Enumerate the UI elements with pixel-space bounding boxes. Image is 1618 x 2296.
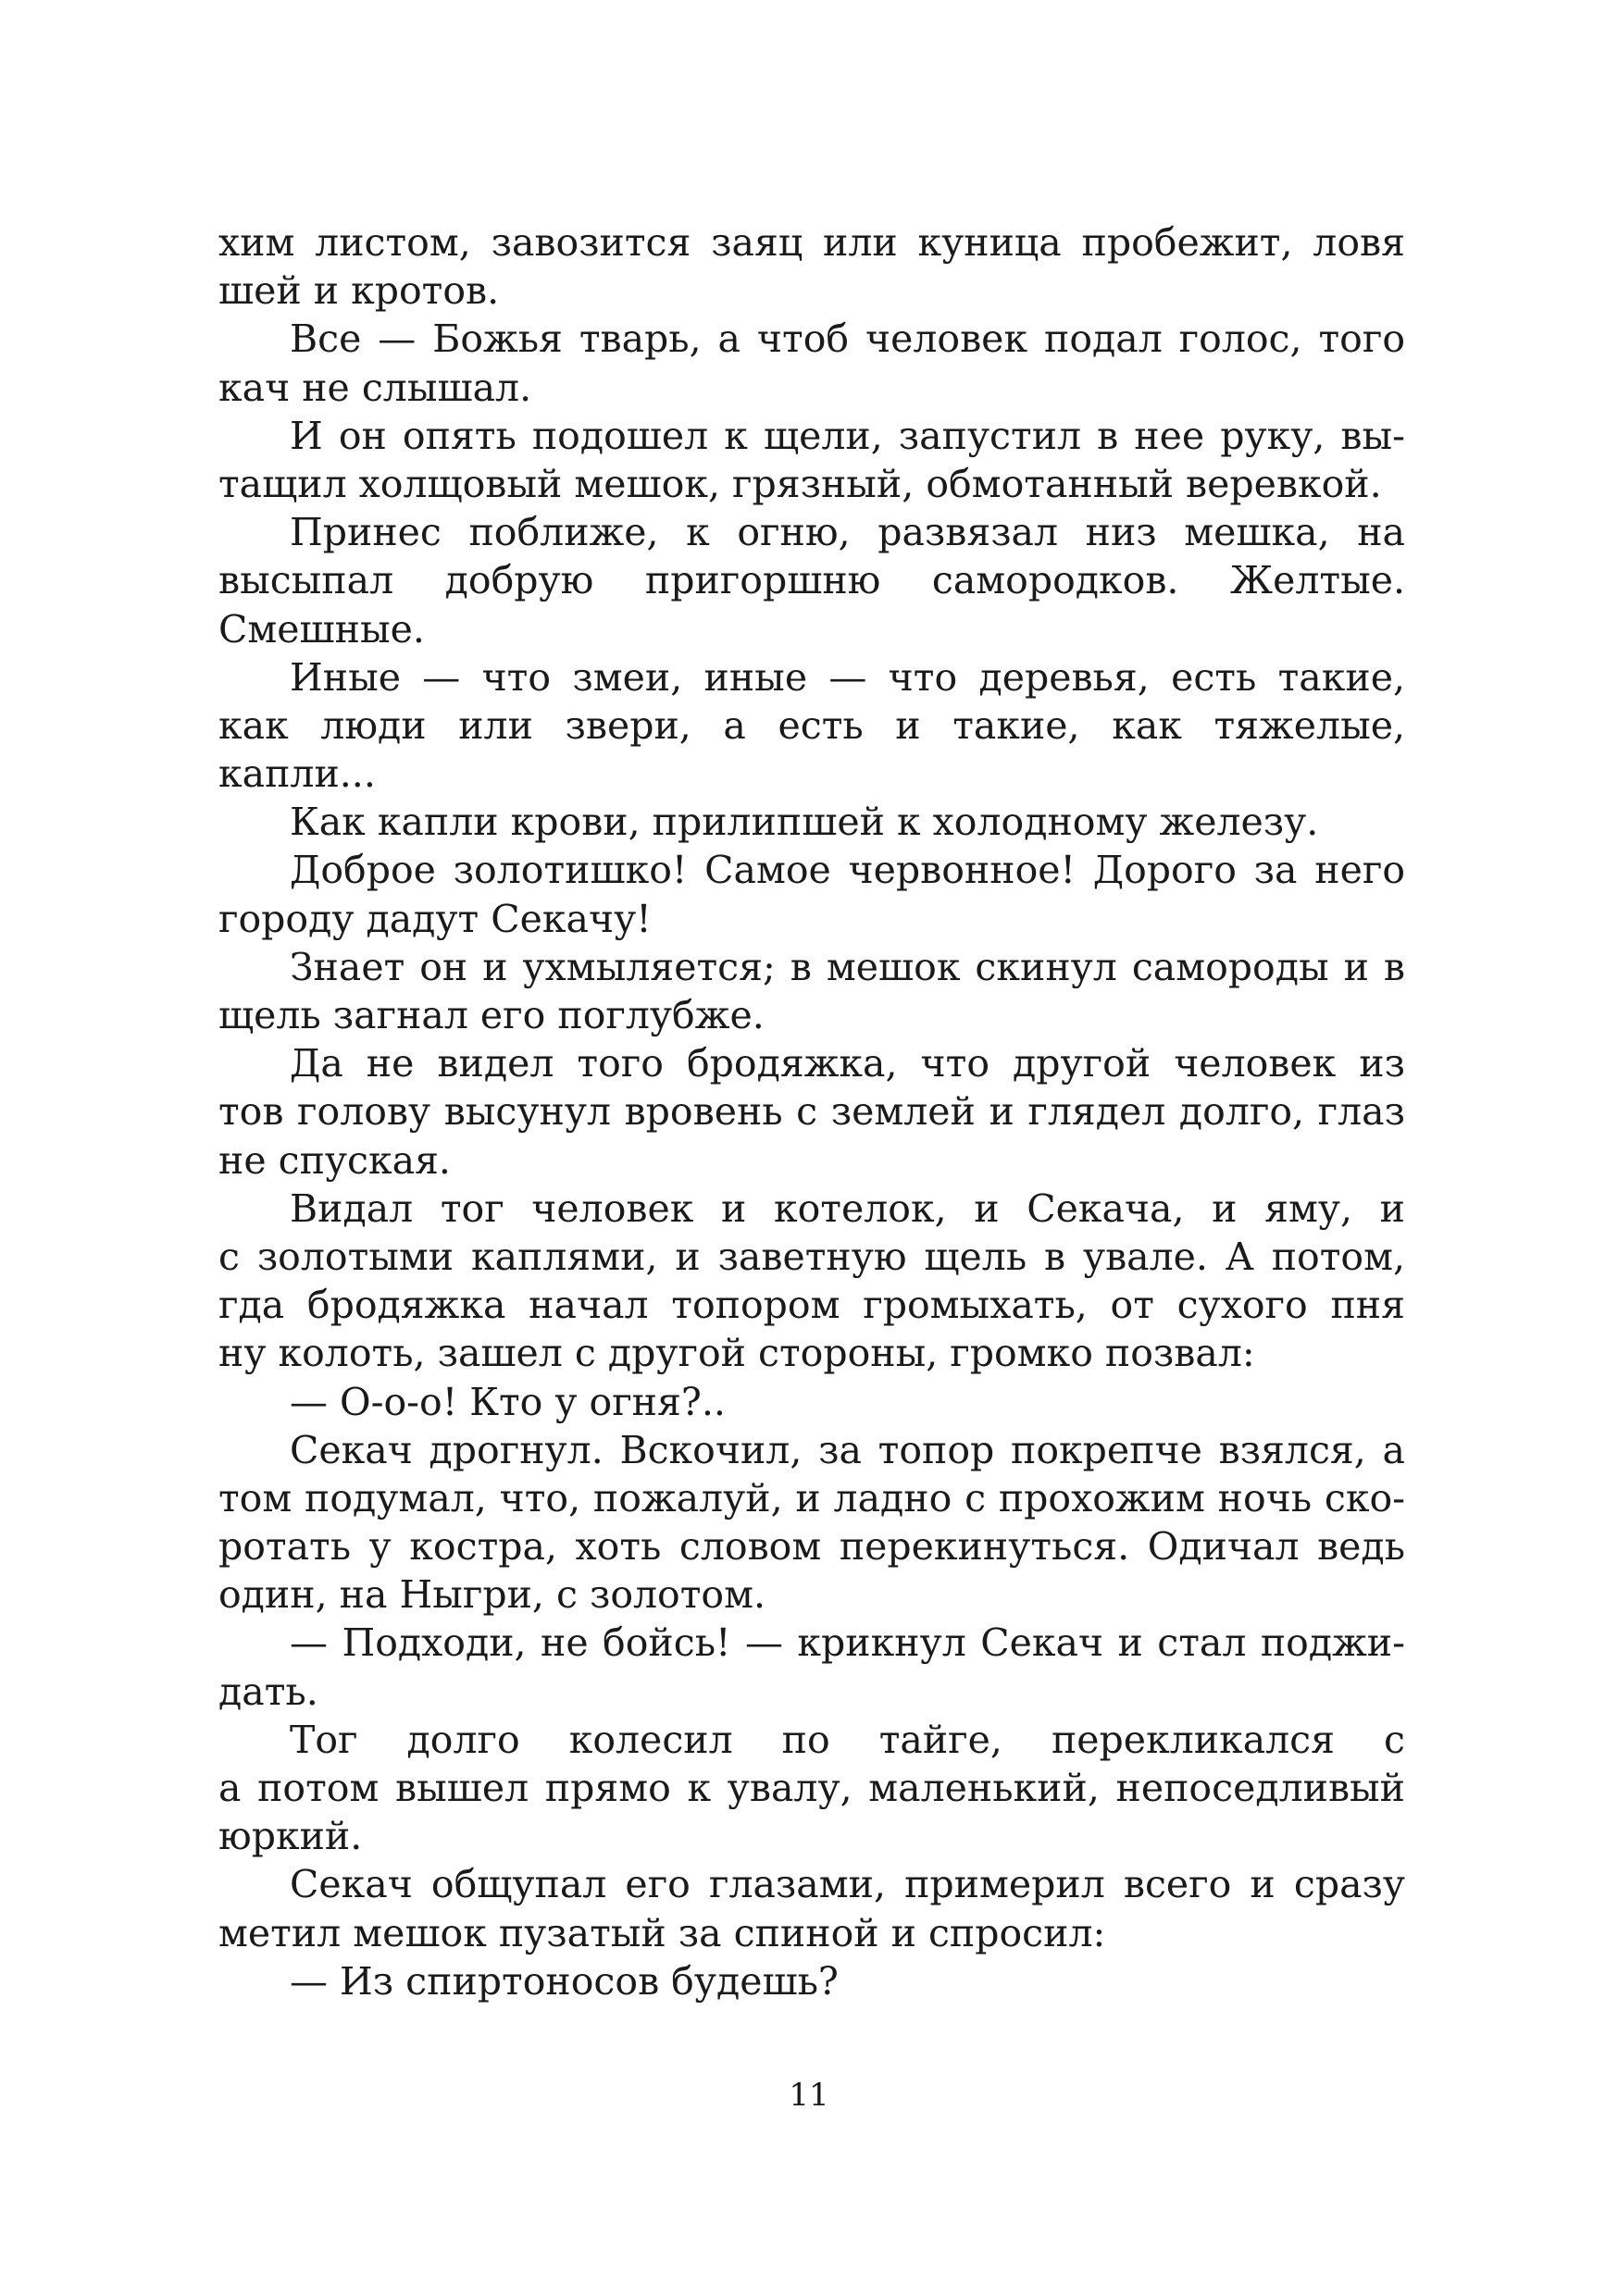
- text-line: Иные — что змеи, иные — что деревья, есть такие,: [290, 654, 1405, 700]
- text-line: щель загнал его поглубже.: [218, 993, 765, 1037]
- text-line: Секач дрогнул. Вскочил, за топор покрепче взялся, а: [290, 1427, 1405, 1472]
- text-line: с золотыми каплями, и заветную щель в увале. А потом,: [218, 1234, 1405, 1279]
- text-line: Да не видел того бродяжка, что другой человек из: [290, 1041, 1405, 1086]
- text-line: том подумал, что, пожалуй, и ладно с прохожим ночь ско-: [218, 1475, 1405, 1520]
- text-line: Смешные.: [218, 606, 425, 652]
- text-line: городу дадут Секачу!: [218, 896, 652, 941]
- text-line: ну колоть, зашел с другой стороны, громко позвал:: [218, 1331, 1255, 1376]
- text-line: метил мешок пузатый за спиной и спросил:: [218, 1910, 1106, 1955]
- text-line: капли...: [218, 751, 376, 797]
- text-line: — О-о-о! Кто у огня?..: [290, 1379, 726, 1424]
- text-line: дать.: [218, 1669, 318, 1714]
- text-line: Тог долго колесил по тайге, перекликался с: [290, 1717, 1405, 1762]
- text-line: ротать у костра, хоть словом перекинуться. Одичал ведь: [218, 1524, 1405, 1570]
- text-line: тов голову высунул вровень с землей и глядел долго, глаз: [218, 1089, 1405, 1135]
- text-line: Секач общупал его глазами, примерил всего и сразу: [290, 1862, 1405, 1907]
- body-text: [218, 218, 1405, 2005]
- text-line: Видал тог человек и котелок, и Секача, и яму, и: [290, 1185, 1405, 1231]
- text-line: высыпал добрую пригоршню самородков. Желтые.: [218, 558, 1405, 603]
- text-line: шей и кротов.: [218, 268, 500, 314]
- text-line: как люди или звери, а есть и такие, как тяжелые,: [218, 702, 1405, 748]
- page-number: 11: [789, 2077, 829, 2114]
- text-line: не спуская.: [218, 1137, 451, 1183]
- text-line: — Из спиртоносов будешь?: [290, 1958, 839, 2004]
- text-line: кач не слышал.: [218, 365, 532, 410]
- text-line: Все — Божья тварь, а чтоб человек подал голос, того: [290, 316, 1405, 362]
- text-line: один, на Ныгри, с золотом.: [218, 1572, 766, 1618]
- text-line: тащил холщовый мешок, грязный, обмотанный веревкой.: [218, 461, 1382, 506]
- text-line: хим листом, завозится заяц или куница пробежит, ловя: [218, 220, 1405, 265]
- text-line: И он опять подошел к щели, запустил в нее руку, вы-: [290, 413, 1405, 458]
- text-line: — Подходи, не бойсь! — крикнул Секач и стал поджи-: [290, 1620, 1405, 1666]
- text-line: юркий.: [218, 1814, 363, 1859]
- text-line: гда бродяжка начал топором громыхать, от сухого пня: [218, 1283, 1405, 1328]
- text-line: Знает он и ухмыляется; в мешок скинул самороды и в: [290, 944, 1405, 989]
- text-line: Доброе золотишко! Самое червонное! Дорого за него: [290, 848, 1405, 893]
- text-line: Как капли крови, прилипшей к холодному железу.: [290, 800, 1319, 845]
- text-line: а потом вышел прямо к увалу, маленький, непоседливый: [218, 1766, 1405, 1810]
- text-line: Принес поближе, к огню, развязал низ мешка, на: [290, 510, 1405, 555]
